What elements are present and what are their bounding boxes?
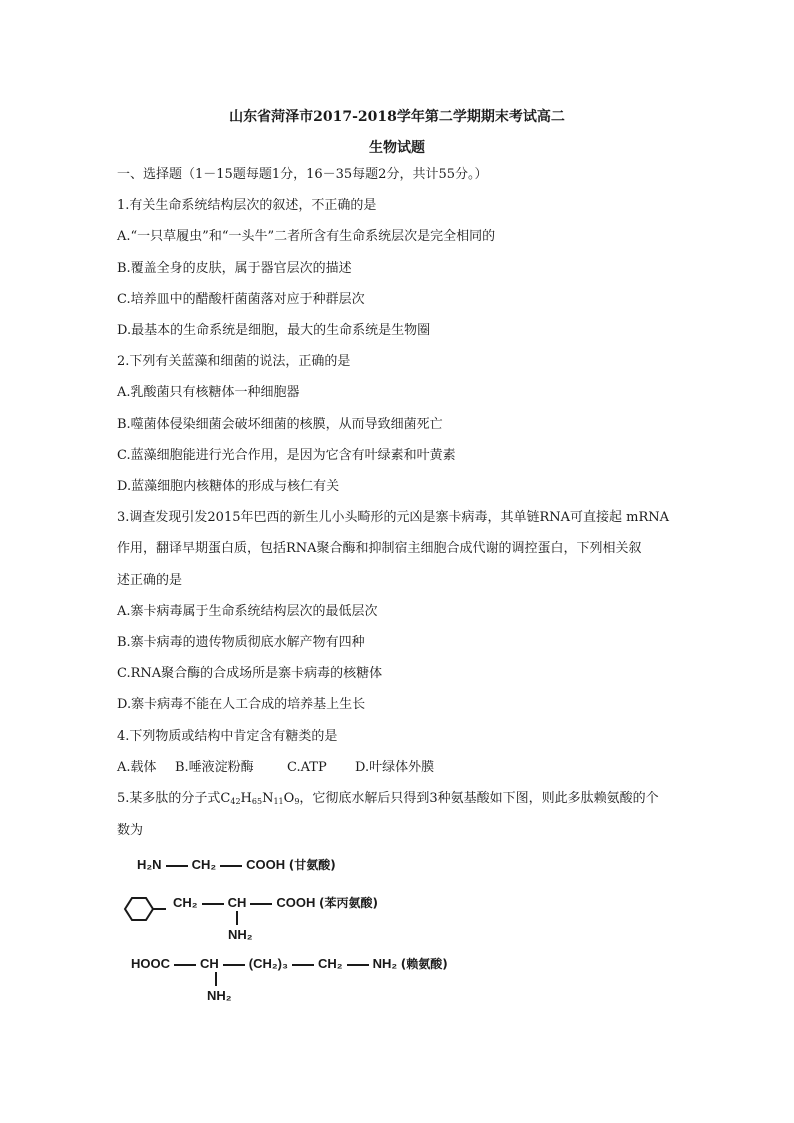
lysine-carboxyl: HOOC [131,956,170,971]
page-title: 山东省菏泽市2017-2018学年第二学期期末考试高二 [229,109,565,125]
glycine-ch2: CH₂ [191,857,217,872]
question-3-option-d: D.寨卡病毒不能在人工合成的培养基上生长 [117,697,366,712]
formula-o-count: 9 [294,797,300,806]
phenylalanine-amine: NH₂ [228,927,253,942]
question-3-stem-line2: 作用，翻译早期蛋白质，包括RNA聚合酶和抑制宿主细胞合成代谢的调控蛋白，下列相关叙 [117,541,642,556]
glycine-structure [137,858,336,871]
phenylalanine-structure [173,896,378,909]
question-4-option-c: C.ATP [287,760,327,775]
question-5-prefix: 5.某多肽的分子式C [117,791,231,806]
formula-c-count: 42 [230,797,241,806]
question-2-option-b: B.噬菌体侵染细菌会破坏细菌的核膜，从而导致细菌死亡 [117,417,443,432]
formula-n-label: N [262,791,274,806]
glycine-name: (甘氨酸) [288,858,336,872]
question-4-option-d: D.叶绿体外膜 [355,760,435,775]
question-1-option-c: C.培养皿中的醋酸杆菌菌落对应于种群层次 [117,292,365,307]
lysine-chain: (CH₂)₃ [248,956,289,971]
benzene-ring-icon [120,893,170,925]
phenylalanine-name: (苯丙氨酸) [318,896,378,910]
formula-h-label: H [240,791,252,806]
lysine-ch: CH [200,956,219,971]
question-3-option-a: A.寨卡病毒属于生命系统结构层次的最低层次 [117,604,378,619]
question-3-stem-line1: 3.调查发现引发2015年巴西的新生儿小头畸形的元凶是寨卡病毒，其单链RNA可直接起 mRNA [117,510,670,525]
question-4-stem: 4.下列物质或结构中肯定含有糖类的是 [117,729,338,744]
question-1-option-b: B.覆盖全身的皮肤，属于器官层次的描述 [117,261,352,276]
question-2-stem: 2.下列有关蓝藻和细菌的说法，正确的是 [117,354,351,369]
lysine-amine: NH₂ [207,988,232,1003]
phenylalanine-bond [236,911,238,925]
question-2-option-d: D.蓝藻细胞内核糖体的形成与核仁有关 [117,479,340,494]
question-3-stem-line3: 述正确的是 [117,573,183,588]
question-4-option-a: A.载体 [117,760,157,775]
question-3-option-b: B.寨卡病毒的遗传物质彻底水解产物有四种 [117,635,365,650]
question-1-stem: 1.有关生命系统结构层次的叙述，不正确的是 [117,198,377,213]
section-heading: 一、选择题（1－15题每题1分，16－35每题2分，共计55分。） [117,167,488,182]
question-2-option-a: A.乳酸菌只有核糖体一种细胞器 [117,385,300,400]
question-3-option-c: C.RNA聚合酶的合成场所是寨卡病毒的核糖体 [117,666,383,681]
question-5-stem-line1 [117,792,659,805]
question-4-options [117,761,434,774]
lysine-terminal-amine: NH₂ [372,956,398,971]
formula-h-count: 65 [251,797,263,806]
formula-n-count: 11 [273,797,284,806]
glycine-amine: H₂N [137,857,162,872]
phenylalanine-ch: CH [227,895,247,910]
lysine-name: (赖氨酸) [400,957,448,971]
phenylalanine-ch2: CH₂ [173,895,198,910]
formula-o-label: O [283,791,295,806]
lysine-bond [215,972,217,986]
question-1-option-d: D.最基本的生命系统是细胞，最大的生命系统是生物圈 [117,323,431,338]
question-5-suffix: ，它彻底水解后只得到3种氨基酸如下图，则此多肽赖氨酸的个 [299,791,659,806]
question-5-stem-line2: 数为 [117,823,144,838]
lysine-ch2: CH₂ [318,956,343,971]
page-subtitle: 生物试题 [369,140,425,156]
question-2-option-c: C.蓝藻细胞能进行光合作用，是因为它含有叶绿素和叶黄素 [117,448,456,463]
question-1-option-a: A.“一只草履虫”和“一头牛”二者所含有生命系统层次是完全相同的 [117,229,496,244]
phenylalanine-carboxyl: COOH [276,895,316,910]
lysine-structure [131,957,448,970]
question-4-option-b: B.唾液淀粉酶 [175,760,254,775]
glycine-carboxyl: COOH [246,857,286,872]
